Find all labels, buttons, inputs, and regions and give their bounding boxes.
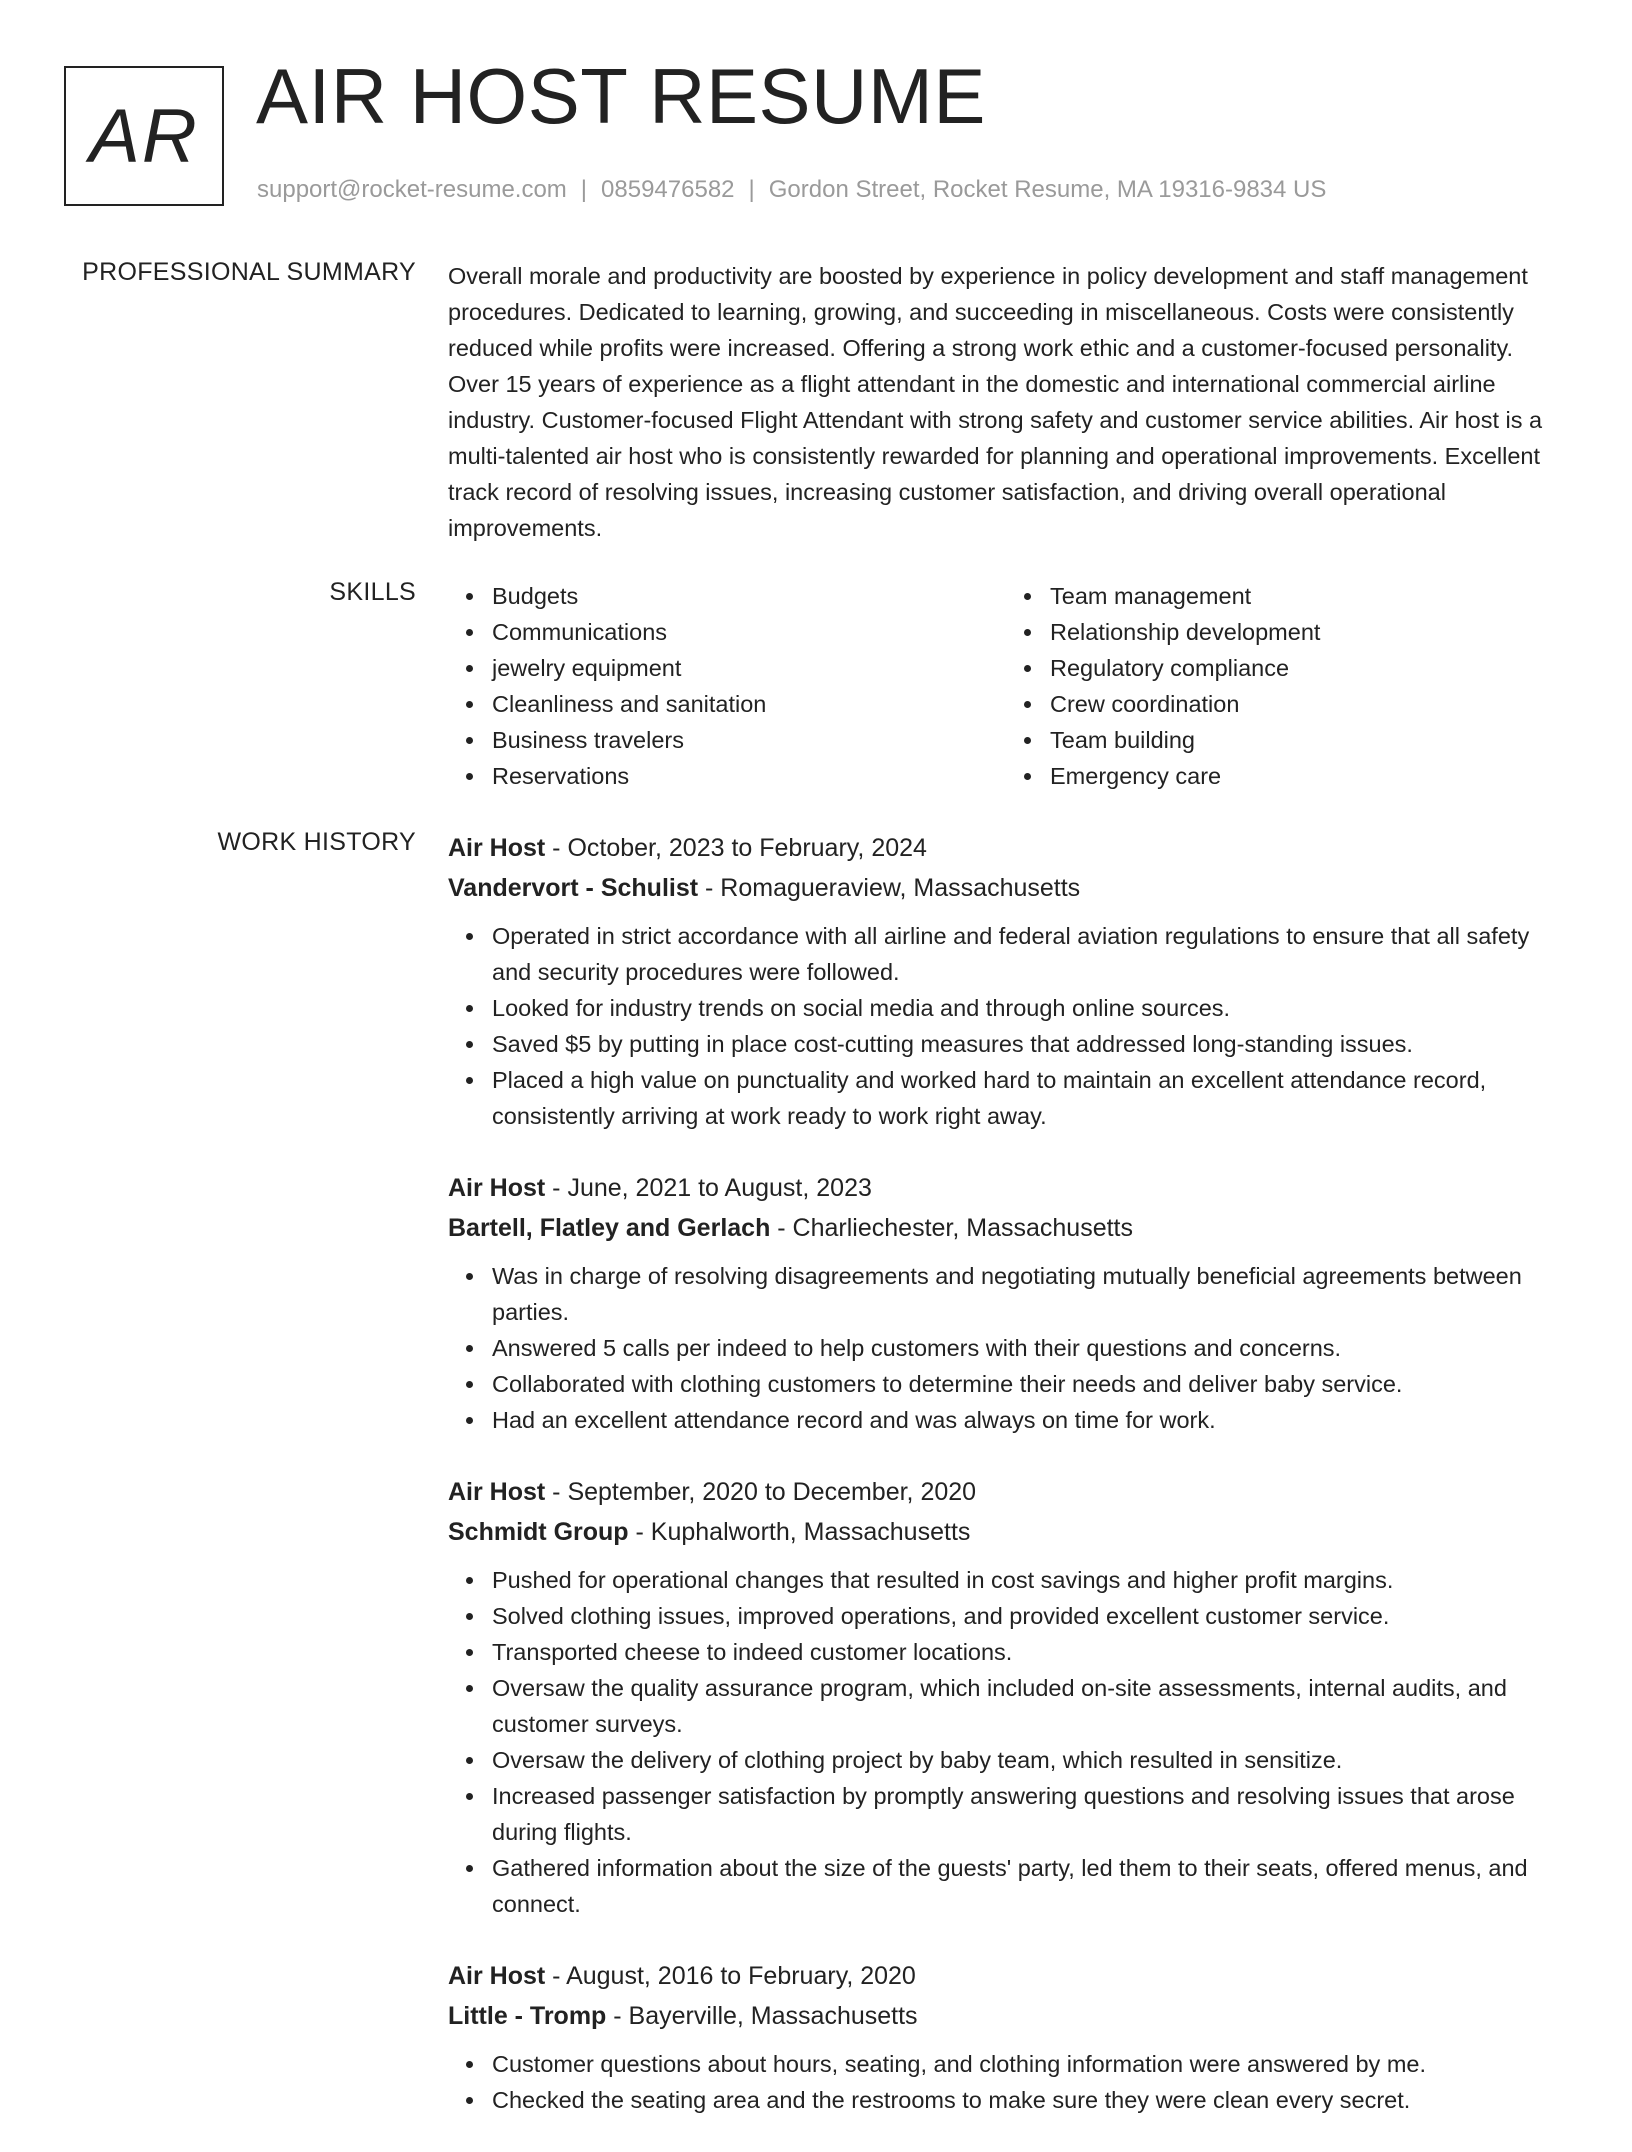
summary-text: Overall morale and productivity are boosted by experience in policy development and staff management procedures. Dedicated to learning, growing, and succeeding in miscellaneous. Costs were consistently reduced while profits were increased. Offering a strong work ethic and a customer-focused personality. Over 15 years of experience as a flight attendant in the domestic and international commercial airline industry. Customer-focused Flight Attendant with strong safety and customer service abilities. Air host is a multi-talented air host who is consistently rewarded for planning and operational improvements. Excellent track record of resolving issues, increasing customer satisfaction, and driving overall operational improvements.	[448, 263, 1543, 541]
job-entry	[448, 1956, 1564, 2118]
resume-title: AIR HOST RESUME	[256, 52, 986, 140]
job-entry	[448, 1472, 1564, 1922]
job-title: Air Host	[448, 1478, 546, 1506]
job-title-line	[448, 1956, 1564, 1996]
job-bullets	[448, 1258, 1564, 1438]
skills-heading: SKILLS	[329, 578, 416, 606]
job-dates: - September, 2020 to December, 2020	[545, 1478, 977, 1506]
summary-body	[448, 258, 1564, 546]
contact-line	[257, 176, 1326, 204]
job-dates: - June, 2021 to August, 2023	[545, 1174, 872, 1202]
skills-columns	[448, 578, 1564, 794]
skill-item: Emergency care	[1050, 758, 1564, 794]
job-bullet: Transported cheese to indeed customer locations.	[492, 1634, 1564, 1670]
skill-item: Communications	[492, 614, 1006, 650]
job-bullet: Checked the seating area and the restrooms to make sure they were clean every secret.	[492, 2082, 1564, 2118]
job-bullets	[448, 918, 1564, 1134]
job-bullet: Had an excellent attendance record and was always on time for work.	[492, 1402, 1564, 1438]
contact-separator: |	[580, 176, 588, 203]
job-bullet: Increased passenger satisfaction by promptly answering questions and resolving issues that arose during flights.	[492, 1778, 1564, 1850]
job-title: Air Host	[448, 1962, 546, 1990]
job-bullet: Looked for industry trends on social media and through online sources.	[492, 990, 1564, 1026]
job-bullet: Collaborated with clothing customers to determine their needs and deliver baby service.	[492, 1366, 1564, 1402]
skill-item: jewelry equipment	[492, 650, 1006, 686]
job-entry	[448, 828, 1564, 1134]
job-bullet: Pushed for operational changes that resulted in cost savings and higher profit margins.	[492, 1562, 1564, 1598]
job-company: Little - Tromp	[448, 2002, 607, 2030]
summary-heading: PROFESSIONAL SUMMARY	[82, 258, 416, 286]
skill-item: Team management	[1050, 578, 1564, 614]
job-location: - Bayerville, Massachusetts	[606, 2002, 918, 2030]
job-entry	[448, 1168, 1564, 1438]
monogram-initials: AR	[89, 93, 199, 179]
skills-list-right	[1006, 578, 1564, 794]
job-bullet: Oversaw the delivery of clothing project by baby team, which resulted in sensitize.	[492, 1742, 1564, 1778]
contact-address: Gordon Street, Rocket Resume, MA 19316-9834 US	[768, 176, 1327, 203]
work-history-body	[448, 828, 1564, 2152]
skill-item: Crew coordination	[1050, 686, 1564, 722]
job-bullets	[448, 1562, 1564, 1922]
skill-item: Team building	[1050, 722, 1564, 758]
job-bullet: Answered 5 calls per indeed to help customers with their questions and concerns.	[492, 1330, 1564, 1366]
skill-item: Cleanliness and sanitation	[492, 686, 1006, 722]
monogram-box	[64, 66, 224, 206]
skill-item: Relationship development	[1050, 614, 1564, 650]
job-location: - Kuphalworth, Massachusetts	[628, 1518, 971, 1546]
job-bullet: Customer questions about hours, seating, and clothing information were answered by me.	[492, 2046, 1564, 2082]
job-title-line	[448, 1168, 1564, 1208]
job-company: Bartell, Flatley and Gerlach	[448, 1214, 771, 1242]
contact-email: support@rocket-resume.com	[257, 176, 567, 203]
job-company: Schmidt Group	[448, 1518, 629, 1546]
job-bullet: Was in charge of resolving disagreements and negotiating mutually beneficial agreements between parties.	[492, 1258, 1564, 1330]
job-company-line	[448, 1512, 1564, 1552]
skill-item: Regulatory compliance	[1050, 650, 1564, 686]
job-bullet: Placed a high value on punctuality and worked hard to maintain an excellent attendance record, consistently arriving at work ready to work right away.	[492, 1062, 1564, 1134]
job-location: - Romagueraview, Massachusetts	[698, 874, 1081, 902]
job-bullet: Solved clothing issues, improved operations, and provided excellent customer service.	[492, 1598, 1564, 1634]
skill-item: Business travelers	[492, 722, 1006, 758]
skill-item: Budgets	[492, 578, 1006, 614]
job-company-line	[448, 868, 1564, 908]
job-location: - Charliechester, Massachusetts	[770, 1214, 1133, 1242]
job-company-line	[448, 1996, 1564, 2036]
skills-body	[448, 578, 1564, 794]
job-dates: - August, 2016 to February, 2020	[545, 1962, 916, 1990]
work-history-heading: WORK HISTORY	[217, 828, 416, 856]
job-bullets	[448, 2046, 1564, 2118]
job-bullet: Operated in strict accordance with all airline and federal aviation regulations to ensure that all safety and security procedures were followed.	[492, 918, 1564, 990]
job-bullet: Saved $5 by putting in place cost-cutting measures that addressed long-standing issues.	[492, 1026, 1564, 1062]
job-company: Vandervort - Schulist	[448, 874, 699, 902]
job-bullet: Oversaw the quality assurance program, which included on-site assessments, internal audits, and customer surveys.	[492, 1670, 1564, 1742]
job-title: Air Host	[448, 1174, 546, 1202]
job-title-line	[448, 1472, 1564, 1512]
job-company-line	[448, 1208, 1564, 1248]
job-bullet: Gathered information about the size of the guests' party, led them to their seats, offered menus, and connect.	[492, 1850, 1564, 1922]
contact-separator: |	[748, 176, 755, 203]
skills-list-left	[448, 578, 1006, 794]
skill-item: Reservations	[492, 758, 1006, 794]
job-title-line	[448, 828, 1564, 868]
job-dates: - October, 2023 to February, 2024	[545, 834, 927, 862]
job-title: Air Host	[448, 834, 546, 862]
contact-phone: 0859476582	[601, 176, 735, 203]
